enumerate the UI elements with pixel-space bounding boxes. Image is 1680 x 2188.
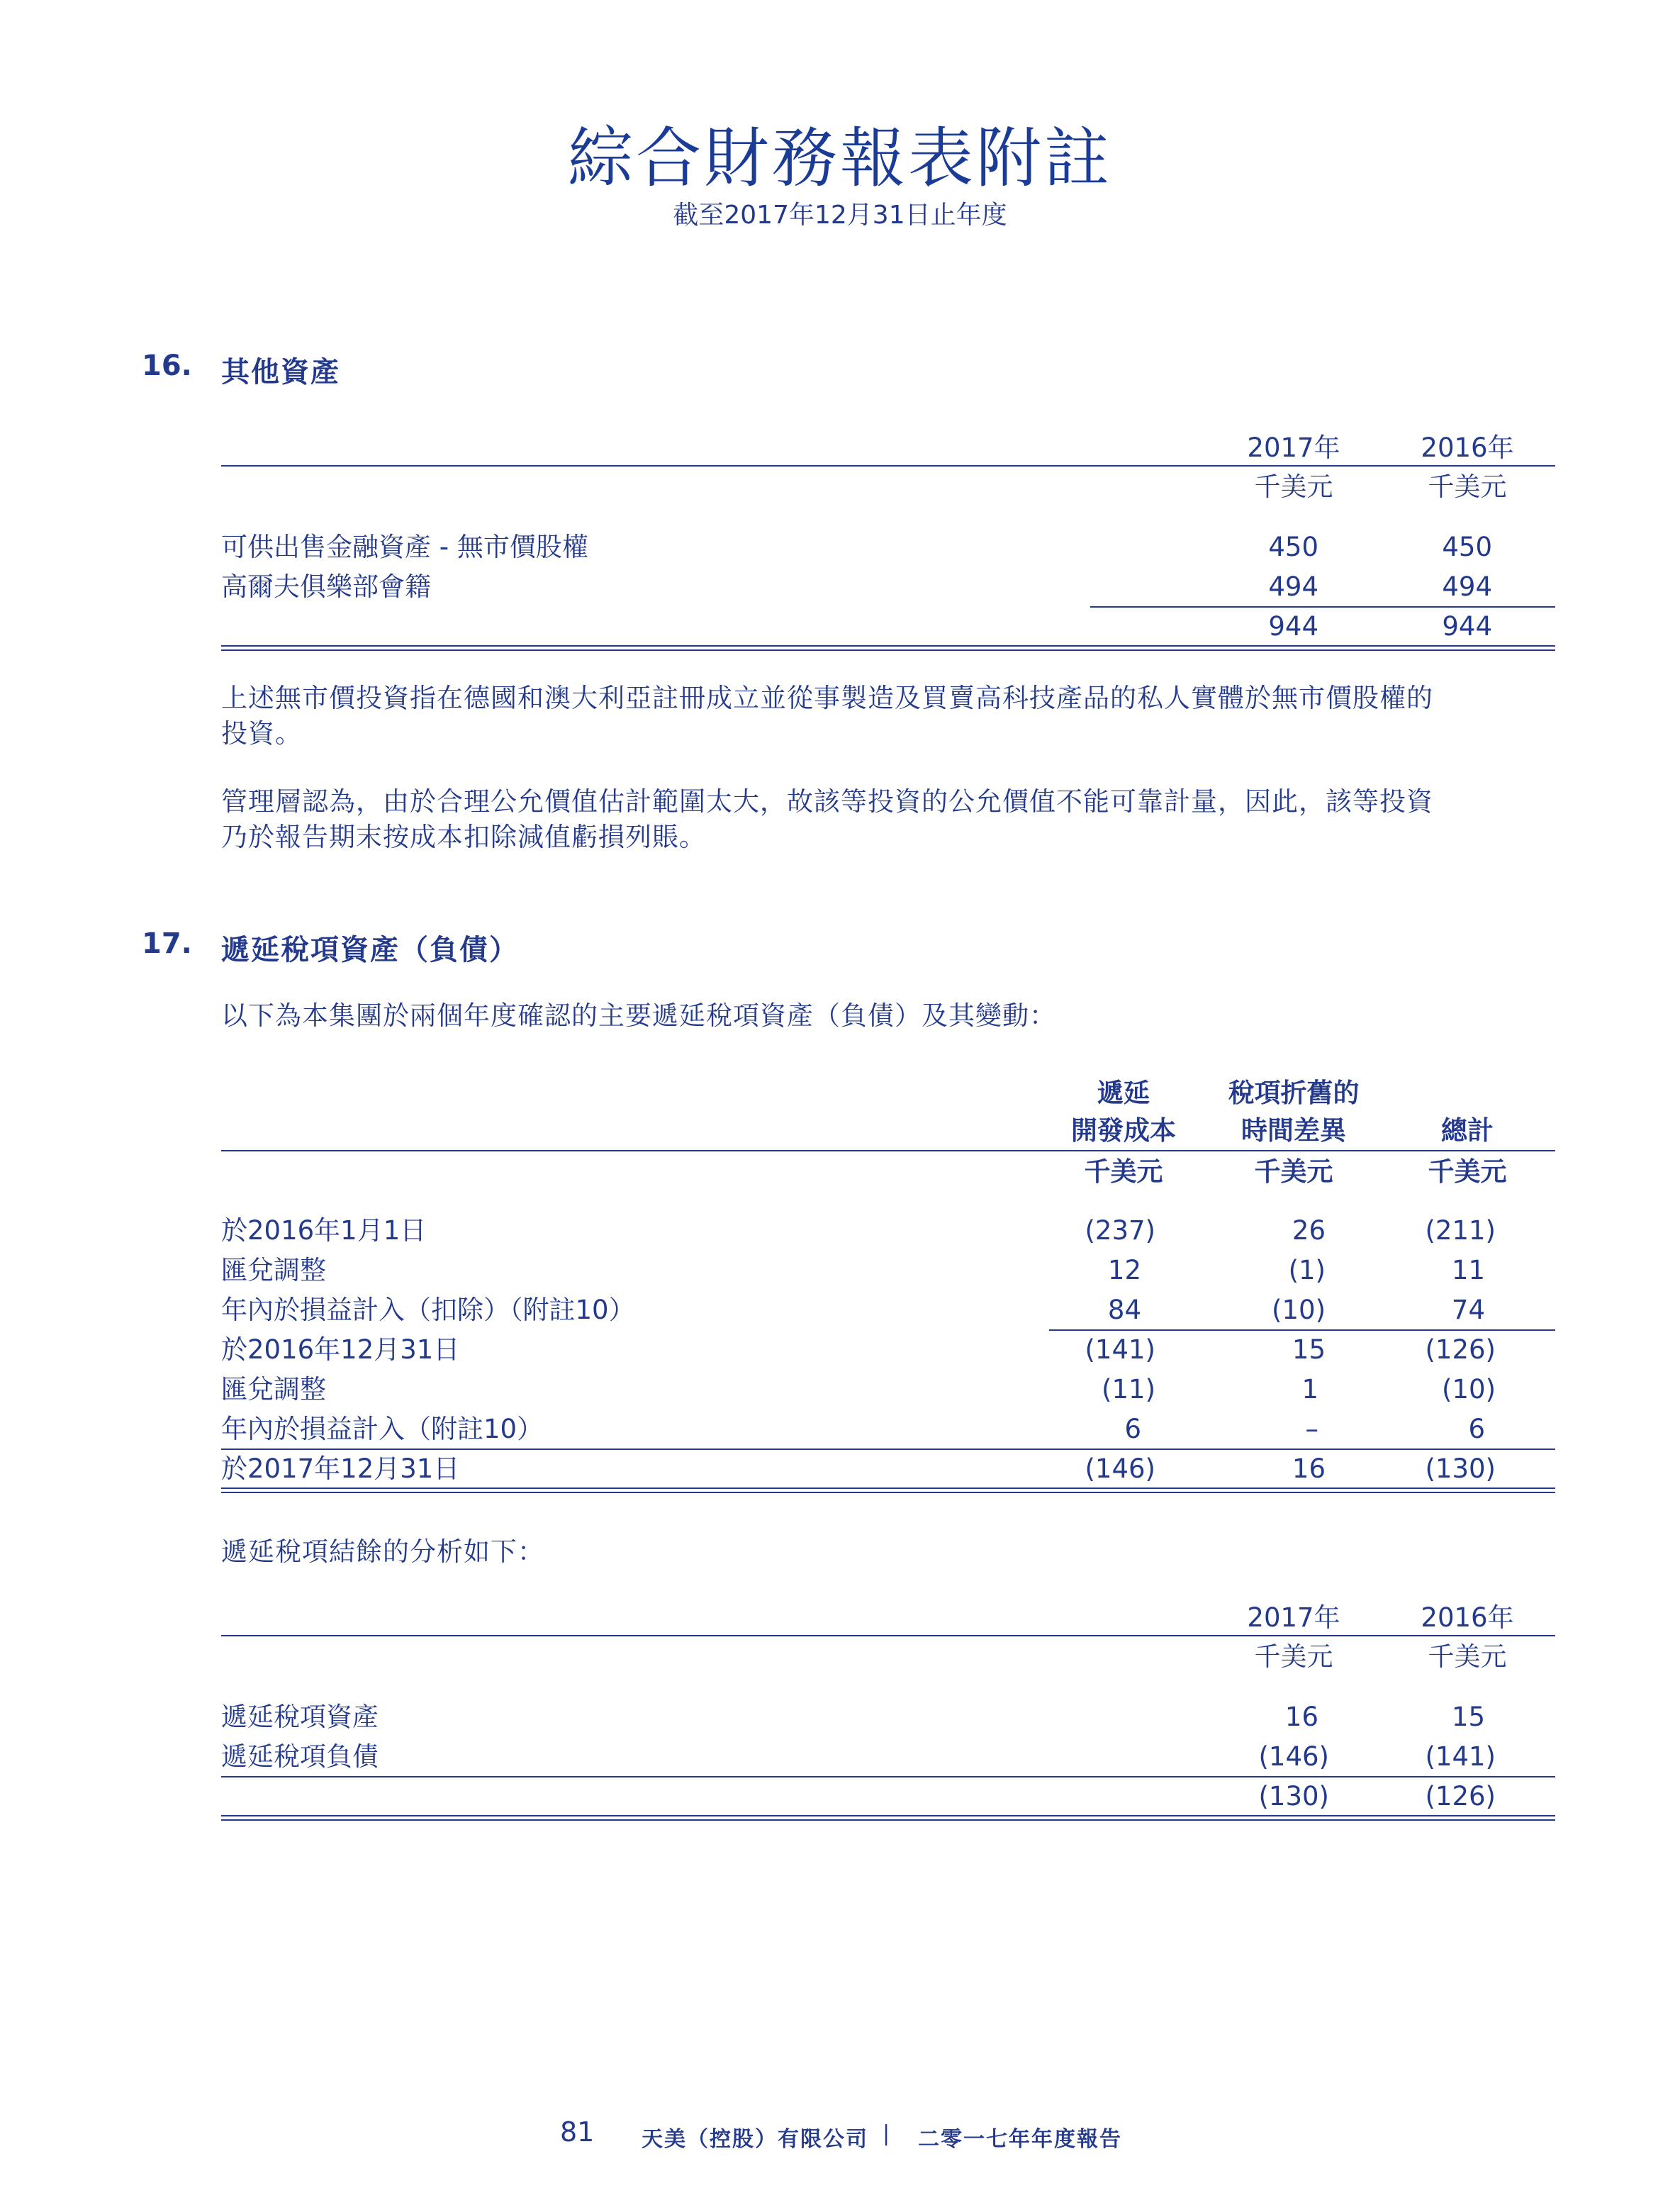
s17-row-dev-cost: (146): [1085, 1453, 1155, 1484]
section-16-number: 16.: [142, 350, 192, 382]
s17-row-timing: –: [1305, 1414, 1318, 1444]
s16-row-value-2016: 494: [1442, 571, 1492, 602]
s17-col-total: 總計: [1441, 1115, 1494, 1146]
s17-row-label: 於2017年12月31日: [221, 1453, 460, 1484]
s16-paragraph-1-line-1: 上述無市價投資指在德國和澳大利亞註冊成立並從事製造及買賣高科技產品的私人實體於無市價股權的: [221, 683, 1433, 713]
s17-row-label: 年內於損益計入（扣除）（附註10）: [221, 1295, 635, 1325]
s17-row-dev-cost: (11): [1102, 1374, 1155, 1405]
s17-final-double-rule: [221, 1487, 1555, 1493]
s17-col-timing-line-2: 時間差異: [1241, 1115, 1346, 1146]
s17-intro: 以下為本集團於兩個年度確認的主要遞延稅項資產（負債）及其變動：: [221, 1000, 1056, 1031]
s17b-col-2016-unit: 千美元: [1428, 1641, 1507, 1672]
s17-row-label: 匯兌調整: [221, 1255, 326, 1285]
s17-analysis-intro: 遞延稅項結餘的分析如下：: [221, 1536, 544, 1567]
s17b-row-value-2016: (141): [1425, 1741, 1496, 1772]
s17-unit: 千美元: [1254, 1156, 1333, 1187]
s17-row-dev-cost: 6: [1124, 1414, 1141, 1444]
s17-row-timing: 16: [1292, 1453, 1326, 1484]
s17-row-timing: 15: [1292, 1334, 1326, 1365]
section-17-number: 17.: [142, 927, 192, 960]
s17b-subtotal-rule: [221, 1776, 1555, 1777]
page-number: 81: [560, 2116, 595, 2148]
s17-row-dev-cost: 84: [1107, 1295, 1141, 1325]
section-17-title: 遞延稅項資產（負債）: [221, 934, 519, 966]
s17b-total-2017: (130): [1258, 1781, 1329, 1812]
s16-paragraph-1-line-2: 投資。: [221, 718, 302, 749]
s16-row-value-2017: 494: [1268, 571, 1318, 602]
s17-col-dev-cost-line-2: 開發成本: [1071, 1115, 1176, 1146]
s16-header-rule: [221, 465, 1555, 467]
s17b-col-2016-year: 2016年: [1421, 1602, 1514, 1633]
s16-row-label: 高爾夫俱樂部會籍: [221, 571, 431, 602]
s17b-row-label: 遞延稅項資產: [221, 1702, 379, 1732]
s17-row-dev-cost: 12: [1107, 1255, 1141, 1285]
s16-total-double-rule: [221, 645, 1555, 651]
s17-row-total: 6: [1468, 1414, 1485, 1444]
s17-row-dev-cost: (237): [1085, 1215, 1155, 1246]
s17b-header-rule: [221, 1635, 1555, 1636]
s17-row-label: 年內於損益計入（附註10）: [221, 1414, 544, 1444]
s17b-row-label: 遞延稅項負債: [221, 1741, 379, 1772]
s16-col-2017-year: 2017年: [1247, 432, 1340, 463]
s17b-row-value-2017: 16: [1284, 1702, 1318, 1732]
s17-col-dev-cost-line-1: 遞延: [1097, 1078, 1150, 1108]
s16-total-2016: 944: [1442, 611, 1492, 642]
s17b-col-2017-unit: 千美元: [1254, 1641, 1333, 1672]
s16-row-value-2017: 450: [1268, 532, 1318, 562]
s17-col-timing-line-1: 稅項折舊的: [1228, 1078, 1360, 1108]
s17b-row-value-2017: (146): [1258, 1741, 1329, 1772]
s17-row-label: 於2016年12月31日: [221, 1334, 460, 1365]
s17-row-total: 11: [1451, 1255, 1485, 1285]
s17b-total-double-rule: [221, 1815, 1555, 1821]
s17-unit: 千美元: [1428, 1156, 1507, 1187]
s16-col-2017-unit: 千美元: [1254, 471, 1333, 502]
footer-report-title: 二零一七年年度報告: [918, 2127, 1122, 2152]
s17-header-rule: [221, 1150, 1555, 1151]
s17-unit: 千美元: [1084, 1156, 1163, 1187]
s17-row-dev-cost: (141): [1085, 1334, 1155, 1365]
s17-row-label: 於2016年1月1日: [221, 1215, 427, 1246]
s16-col-2016-year: 2016年: [1421, 432, 1514, 463]
s17-row-timing: 1: [1301, 1374, 1318, 1405]
s16-paragraph-2-line-2: 乃於報告期末按成本扣除減值虧損列賬。: [221, 822, 706, 852]
s17-row-total: (211): [1425, 1215, 1496, 1246]
s17-row-total: 74: [1451, 1295, 1485, 1325]
s16-row-value-2016: 450: [1442, 532, 1492, 562]
s17-row-timing: (1): [1288, 1255, 1326, 1285]
s17-row-total: (126): [1425, 1334, 1496, 1365]
s17-row-label: 匯兌調整: [221, 1374, 326, 1405]
s17-row-total: (10): [1442, 1374, 1496, 1405]
s17b-total-2016: (126): [1425, 1781, 1496, 1812]
s17-row-timing: (10): [1272, 1295, 1326, 1325]
s16-total-2017: 944: [1268, 611, 1318, 642]
s16-row-label: 可供出售金融資產 - 無市價股權: [221, 532, 588, 562]
section-16-title: 其他資產: [221, 356, 340, 389]
s17b-col-2017-year: 2017年: [1247, 1602, 1340, 1633]
s17-row-timing: 26: [1292, 1215, 1326, 1246]
s16-paragraph-2-line-1: 管理層認為，由於合理公允價值估計範圍太大，故該等投資的公允價值不能可靠計量，因此，該等投資: [221, 786, 1433, 817]
page-subtitle: 截至2017年12月31日止年度: [673, 201, 1007, 230]
footer-company: 天美（控股）有限公司: [642, 2127, 868, 2152]
s16-col-2016-unit: 千美元: [1428, 471, 1507, 502]
s17-row-total: (130): [1425, 1453, 1496, 1484]
footer-separator: |: [883, 2121, 892, 2146]
s17b-row-value-2016: 15: [1451, 1702, 1485, 1732]
page-title: 綜合財務報表附註: [567, 121, 1112, 196]
